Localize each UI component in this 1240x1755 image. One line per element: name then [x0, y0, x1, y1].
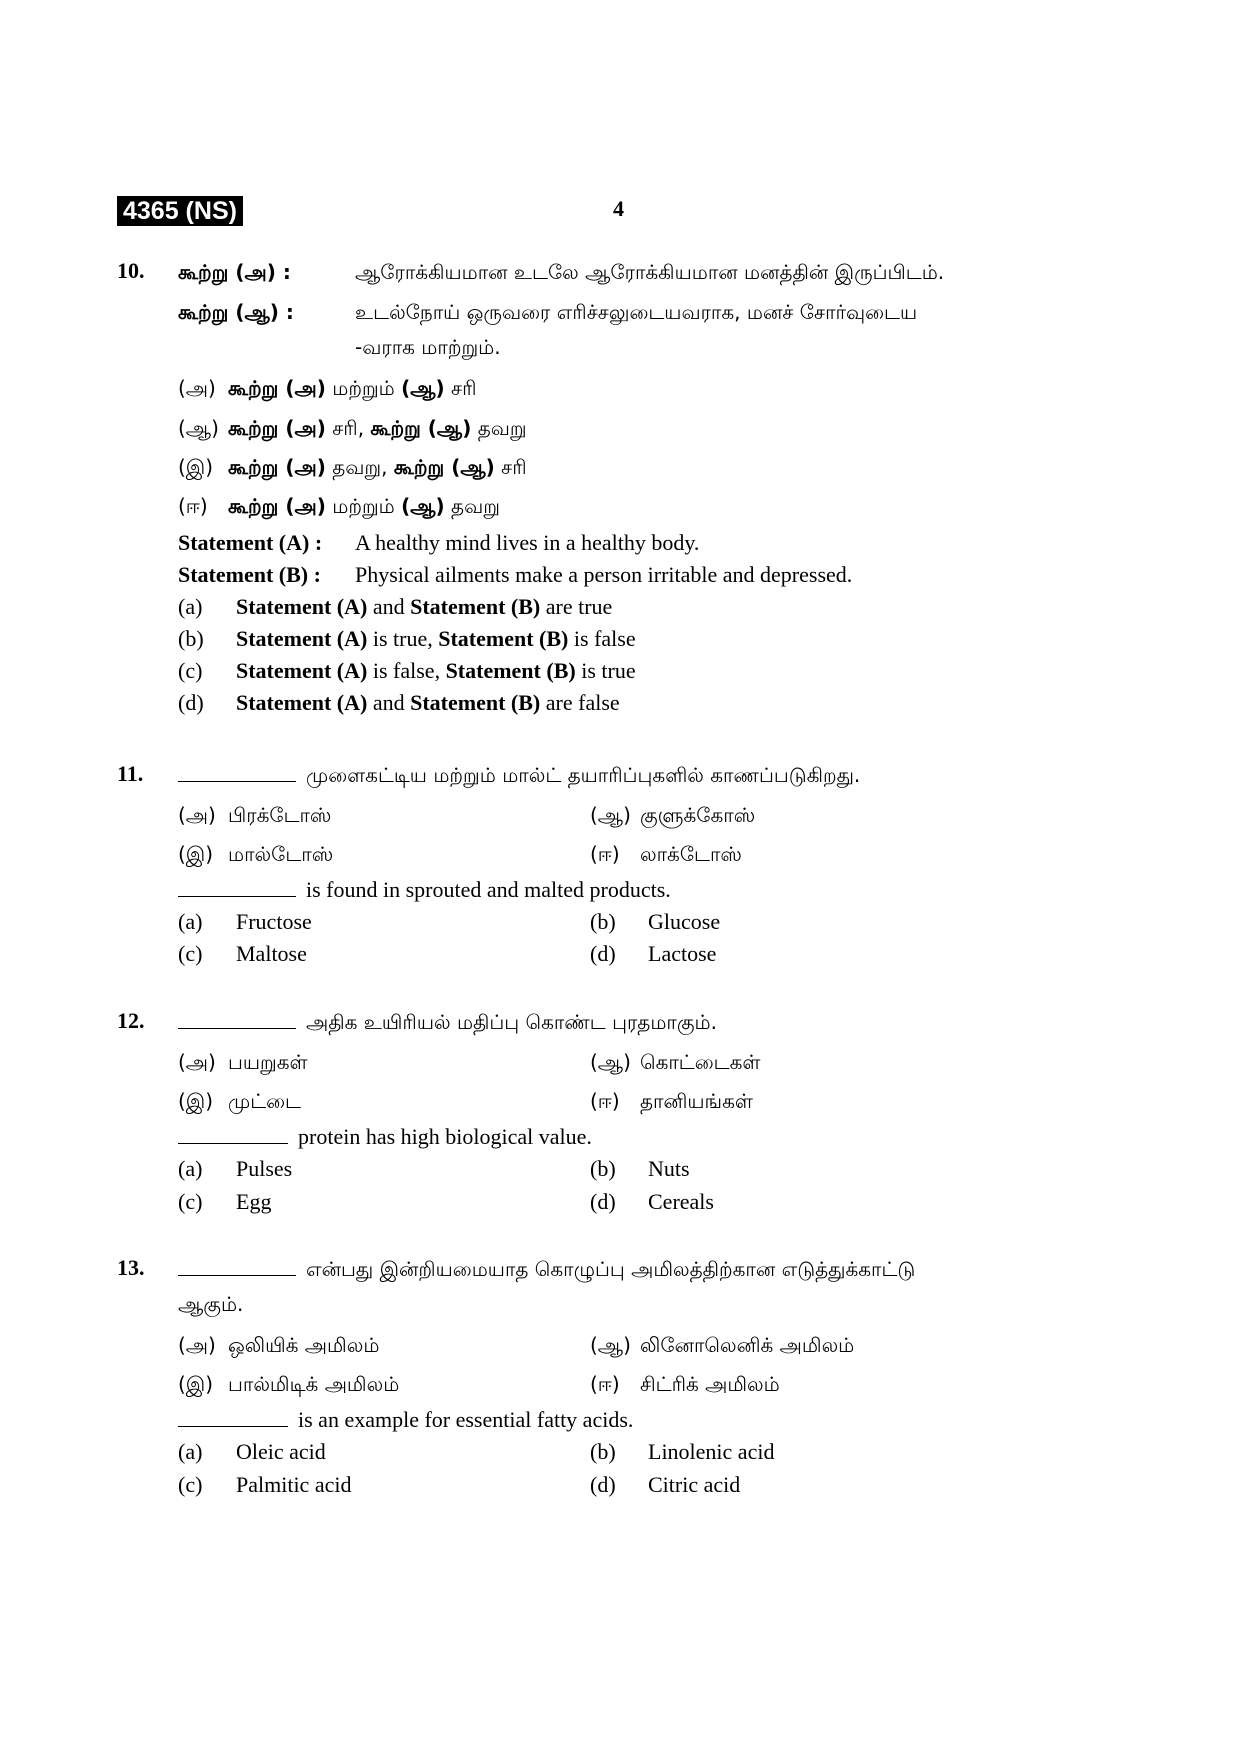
- option-text: மால்டோஸ்: [228, 842, 334, 866]
- option-label: (b): [590, 1156, 616, 1181]
- en-question: [178, 1407, 633, 1433]
- question-number: 13.: [117, 1255, 145, 1280]
- question-text: protein has high biological value.: [298, 1124, 592, 1149]
- en-statement-a-text: A healthy mind lives in a healthy body.: [355, 530, 700, 555]
- question-number: 10.: [117, 258, 145, 283]
- option-text: Cereals: [648, 1189, 714, 1214]
- fill-in-blank: [178, 763, 296, 782]
- exam-code-badge: 4365 (NS): [117, 196, 243, 226]
- option-label: (c): [178, 941, 203, 966]
- option-label: (ஆ): [178, 416, 219, 440]
- en-option: [590, 1156, 690, 1182]
- en-statement-a-label: Statement (A) :: [178, 530, 323, 555]
- option-text: குளுக்கோஸ்: [640, 803, 756, 827]
- option-text: Glucose: [648, 909, 721, 934]
- ta-question-cont: ஆகும்.: [178, 1292, 244, 1316]
- option-part: சரி: [444, 376, 477, 400]
- fill-in-blank: [178, 878, 296, 897]
- option-part: தவறு: [471, 416, 527, 440]
- en-option: [178, 1439, 326, 1465]
- en-option: [590, 909, 720, 935]
- option-part: are true: [540, 594, 613, 619]
- option-part: கூற்று (ஆ): [370, 416, 472, 440]
- en-question: [178, 877, 671, 903]
- option-part: Statement (A): [236, 658, 368, 683]
- fill-in-blank: [178, 1010, 296, 1029]
- option-text: முட்டை: [228, 1089, 301, 1113]
- option-label: (அ): [178, 376, 216, 400]
- en-option: [590, 1439, 774, 1465]
- en-statement-b-label: Statement (B) :: [178, 562, 321, 587]
- question-text: என்பது இன்றியமையாத கொழுப்பு அமிலத்திற்கான எடுத்துக்காட்டு: [306, 1257, 916, 1281]
- ta-statement-b-label: கூற்று (ஆ) :: [178, 300, 294, 324]
- ta-statement-a-label: கூற்று (அ) :: [178, 260, 291, 284]
- ta-option: [178, 376, 477, 403]
- question-text: is an example for essential fatty acids.: [298, 1407, 634, 1432]
- option-part: கூற்று (அ): [228, 494, 326, 518]
- option-label: (அ): [178, 803, 216, 827]
- ta-statement-a-text: ஆரோக்கியமான உடலே ஆரோக்கியமான மனத்தின் இருப்பிடம்.: [355, 260, 945, 284]
- option-text: Egg: [236, 1189, 272, 1214]
- option-part: சரி,: [325, 416, 371, 440]
- option-label: (a): [178, 1439, 203, 1464]
- option-part: தவறு: [444, 494, 500, 518]
- fill-in-blank: [178, 1408, 288, 1427]
- option-part: Statement (A): [236, 594, 368, 619]
- option-text: Lactose: [648, 941, 717, 966]
- option-label: (ஆ): [590, 1333, 631, 1357]
- en-option: [178, 690, 620, 716]
- option-text: பிரக்டோஸ்: [228, 803, 332, 827]
- option-label: (இ): [178, 1372, 214, 1396]
- option-part: Statement (B): [410, 594, 541, 619]
- en-option: [178, 1189, 271, 1215]
- option-text: பயறுகள்: [228, 1050, 308, 1074]
- ta-option: [590, 1050, 760, 1077]
- option-part: கூற்று (அ): [228, 376, 326, 400]
- option-part: கூற்று (அ): [228, 455, 326, 479]
- option-label: (b): [178, 626, 204, 651]
- ta-option: [178, 1372, 399, 1399]
- option-label: (ஈ): [590, 1089, 620, 1113]
- option-text: Citric acid: [648, 1472, 741, 1497]
- option-text: Maltose: [236, 941, 307, 966]
- option-part: Statement (A): [236, 690, 368, 715]
- ta-option: [590, 803, 755, 830]
- question-text: is found in sprouted and malted products.: [306, 877, 671, 902]
- option-part: and: [367, 690, 411, 715]
- en-question: [178, 1124, 592, 1150]
- option-part: தவறு,: [325, 455, 394, 479]
- option-label: (d): [590, 941, 616, 966]
- option-text: Nuts: [648, 1156, 690, 1181]
- fill-in-blank: [178, 1257, 296, 1276]
- ta-option: [178, 1089, 301, 1116]
- option-label: (இ): [178, 1089, 214, 1113]
- option-part: and: [367, 594, 411, 619]
- option-label: (ஆ): [590, 1050, 631, 1074]
- option-part: Statement (B): [438, 626, 569, 651]
- option-text: பால்மிடிக் அமிலம்: [228, 1372, 400, 1396]
- option-text: Pulses: [236, 1156, 293, 1181]
- question-text: முளைகட்டிய மற்றும் மால்ட் தயாரிப்புகளில் காணப்படுகிறது.: [306, 763, 861, 787]
- option-text: லாக்டோஸ்: [640, 842, 742, 866]
- option-label: (c): [178, 1472, 203, 1497]
- option-part: (ஆ): [401, 376, 445, 400]
- ta-option: [178, 1333, 379, 1360]
- question-number: 12.: [117, 1008, 145, 1033]
- option-label: (ஆ): [590, 803, 631, 827]
- option-label: (b): [590, 1439, 616, 1464]
- option-label: (ஈ): [590, 842, 620, 866]
- option-label: (d): [590, 1472, 616, 1497]
- option-label: (a): [178, 594, 203, 619]
- en-option: [178, 1472, 351, 1498]
- ta-option: [590, 842, 742, 869]
- en-option: [178, 626, 636, 652]
- option-text: தானியங்கள்: [640, 1089, 753, 1113]
- option-part: is true: [575, 658, 636, 683]
- option-label: (ஈ): [590, 1372, 620, 1396]
- en-option: [178, 594, 612, 620]
- option-label: (d): [178, 690, 204, 715]
- option-label: (ஈ): [178, 494, 208, 518]
- en-option: [178, 658, 636, 684]
- option-part: are false: [540, 690, 620, 715]
- option-text: Oleic acid: [236, 1439, 326, 1464]
- option-part: மற்றும்: [325, 494, 402, 518]
- ta-option: [590, 1089, 753, 1116]
- ta-option: [590, 1372, 780, 1399]
- option-text: கொட்டைகள்: [640, 1050, 761, 1074]
- option-part: Statement (B): [410, 690, 541, 715]
- option-label: (c): [178, 658, 203, 683]
- en-option: [590, 941, 716, 967]
- option-text: சிட்ரிக் அமிலம்: [640, 1372, 780, 1396]
- option-part: is true,: [367, 626, 439, 651]
- option-part: கூற்று (அ): [228, 416, 326, 440]
- option-part: is false,: [367, 658, 446, 683]
- option-text: லினோலெனிக் அமிலம்: [640, 1333, 855, 1357]
- option-text: Linolenic acid: [648, 1439, 775, 1464]
- question-text: அதிக உயிரியல் மதிப்பு கொண்ட புரதமாகும்.: [306, 1010, 717, 1034]
- option-part: (ஆ): [401, 494, 445, 518]
- ta-option: [178, 416, 527, 443]
- ta-option: [178, 803, 331, 830]
- option-label: (a): [178, 1156, 203, 1181]
- ta-option: [178, 494, 500, 521]
- option-part: மற்றும்: [325, 376, 402, 400]
- en-option: [590, 1189, 714, 1215]
- en-option: [590, 1472, 740, 1498]
- en-option: [178, 1156, 292, 1182]
- option-part: Statement (A): [236, 626, 368, 651]
- option-label: (c): [178, 1189, 203, 1214]
- ta-question: [178, 1010, 717, 1037]
- question-number: 11.: [117, 761, 144, 786]
- option-text: Palmitic acid: [236, 1472, 352, 1497]
- ta-option: [590, 1333, 854, 1360]
- fill-in-blank: [178, 1125, 288, 1144]
- page-number: 4: [613, 196, 624, 221]
- en-statement-b-text: Physical ailments make a person irritable and depressed.: [355, 562, 853, 587]
- en-option: [178, 909, 312, 935]
- option-part: Statement (B): [445, 658, 576, 683]
- option-part: கூற்று (ஆ): [393, 455, 495, 479]
- option-label: (அ): [178, 1333, 216, 1357]
- option-text: ஒலியிக் அமிலம்: [228, 1333, 380, 1357]
- ta-question: [178, 1257, 915, 1284]
- option-label: (அ): [178, 1050, 216, 1074]
- option-label: (d): [590, 1189, 616, 1214]
- ta-option: [178, 842, 333, 869]
- ta-option: [178, 455, 527, 482]
- option-label: (b): [590, 909, 616, 934]
- option-part: is false: [568, 626, 636, 651]
- option-label: (இ): [178, 842, 214, 866]
- ta-statement-b-text: உடல்நோய் ஒருவரை எரிச்சலுடையவராக, மனச் சோர்வுடைய: [355, 300, 918, 324]
- option-label: (இ): [178, 455, 214, 479]
- ta-question: [178, 763, 860, 790]
- ta-option: [178, 1050, 308, 1077]
- option-part: சரி: [494, 455, 527, 479]
- option-text: Fructose: [236, 909, 312, 934]
- en-option: [178, 941, 307, 967]
- ta-statement-b-text-cont: -வராக மாற்றும்.: [355, 335, 501, 359]
- option-label: (a): [178, 909, 203, 934]
